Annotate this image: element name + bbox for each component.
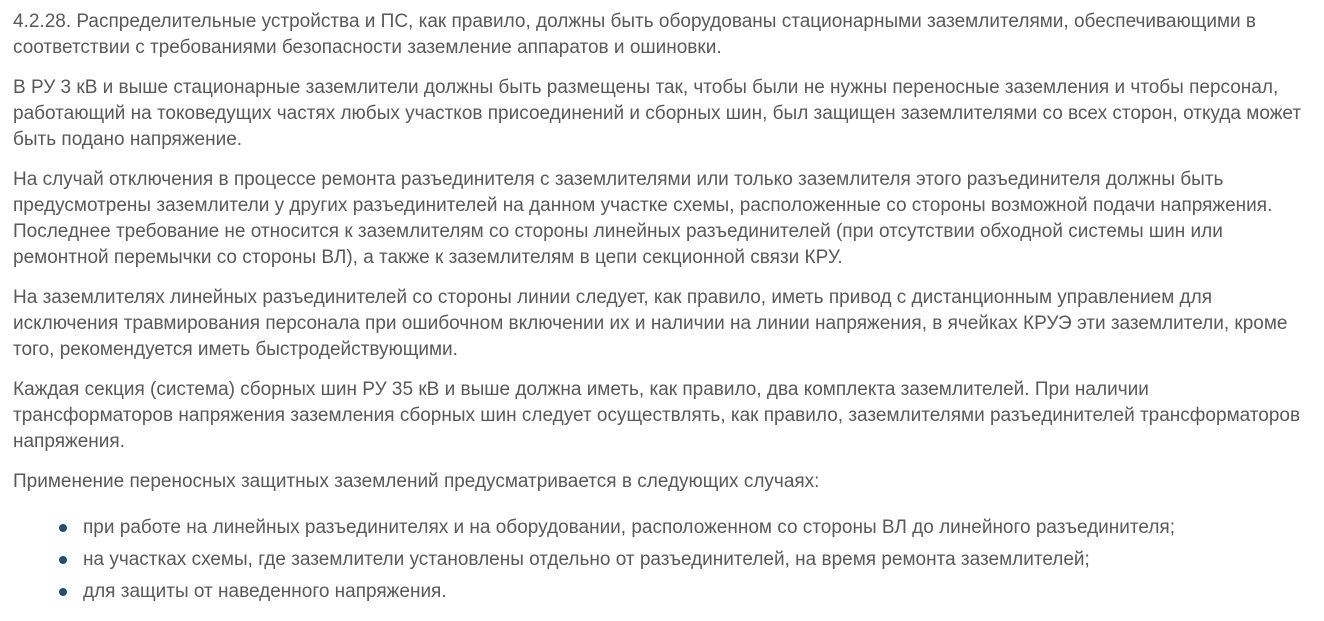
bullet-icon <box>59 556 67 564</box>
list-item-text: при работе на линейных разъединителях и на оборудовании, расположенном со стороны ВЛ до линейного разъединителя; <box>83 517 1175 538</box>
list-item <box>59 547 1310 573</box>
list-item-text: на участках схемы, где заземлители установлены отдельно от разъединителей, на время ремонта заземлителей; <box>83 549 1090 570</box>
list-item <box>59 579 1310 605</box>
bullet-list <box>13 515 1310 605</box>
paragraph-ru-3kv: В РУ 3 кВ и выше стационарные заземлители должны быть размещены так, чтобы были не нужны переносные заземления и чтобы персонал, работающий на токоведущих частях любых участков присоединений и сборных шин, был защищен заземлителями со всех сторон, откуда может быть подано напряжение. <box>13 77 1302 150</box>
paragraph-busbar-sections: Каждая секция (система) сборных шин РУ 35 кВ и выше должна иметь, как правило, два комплекта заземлителей. При наличии трансформаторов напряжения заземления сборных шин следует осуществлять, как правило, заземлителями разъединителей трансформаторов напряжения. <box>13 379 1301 452</box>
list-item-text: для защиты от наведенного напряжения. <box>83 581 447 602</box>
bullet-icon <box>59 588 67 596</box>
bullet-icon <box>59 524 67 532</box>
list-item <box>59 515 1310 541</box>
paragraph-clause-4-2-28: 4.2.28. Распределительные устройства и ПС, как правило, должны быть оборудованы стационарными заземлителями, обеспечивающими в соответствии с требованиями безопасности заземление аппаратов и ошиновки. <box>13 11 1257 58</box>
paragraph-disconnector-repair: На случай отключения в процессе ремонта разъединителя с заземлителями или только заземлителя этого разъединителя должны быть предусмотрены заземлители у других разъединителей на данном участке схемы, расположенные со стороны возможной подачи напряжения. Последнее требование не относится к заземлителям со стороны линейных разъединителей (при отсутствии обходной системы шин или ремонтной перемычки со стороны ВЛ), а также к заземлителям в цепи секционной связи КРУ. <box>13 169 1273 268</box>
paragraph-line-disconnector-drive: На заземлителях линейных разъединителей со стороны линии следует, как правило, иметь привод с дистанционным управлением для исключения травмирования персонала при ошибочном включении их и наличии на линии напряжения, в ячейках КРУЭ эти заземлители, кроме того, рекомендуется иметь быстродействующими. <box>13 287 1288 360</box>
paragraph-portable-grounding-intro: Применение переносных защитных заземлений предусматривается в следующих случаях: <box>13 471 820 492</box>
